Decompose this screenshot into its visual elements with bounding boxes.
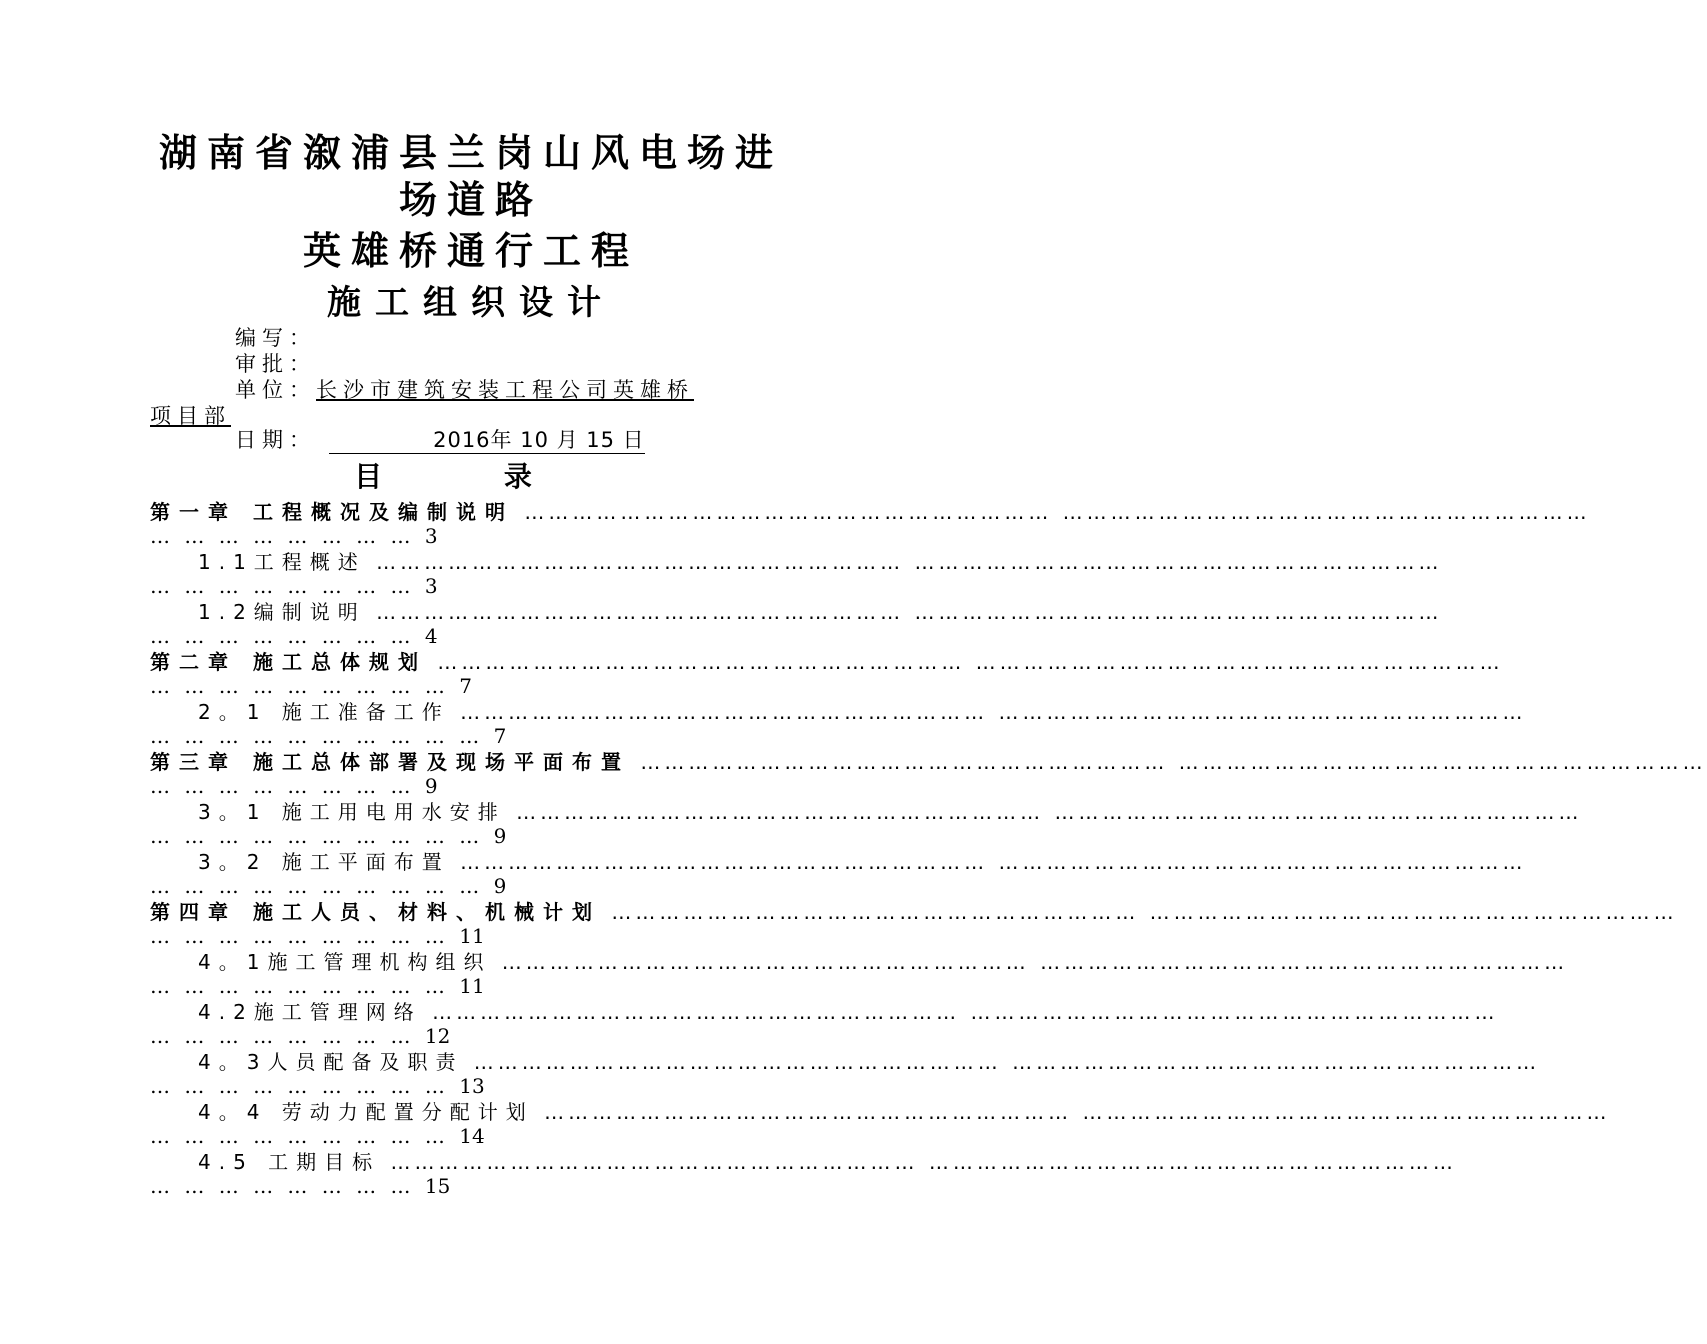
date-label: 日期： <box>235 428 316 452</box>
toc-leader-dots: ………………………………………………………… ………………………………………………………… <box>600 900 1678 924</box>
toc-entry-title: 1.1工程概述 <box>198 550 366 574</box>
toc-entry-page-line <box>150 574 792 598</box>
writer-field <box>235 325 316 351</box>
toc-leader-dots: ………………………………………………………… ………………………………………………………… <box>505 800 1583 824</box>
approver-field <box>235 351 316 377</box>
toc-entry-title: 4。4 劳动力配置分配计划 <box>198 1100 534 1124</box>
toc-heading <box>150 455 792 495</box>
toc-page-number: 7 <box>459 674 472 698</box>
toc-entry-title-line <box>150 550 1443 574</box>
toc-page-number: 4 <box>424 624 438 648</box>
toc-entry-title-line <box>150 900 1678 924</box>
toc-entry-page-line <box>150 524 792 548</box>
toc-entry-title: 第二章 施工总体规划 <box>150 650 427 674</box>
toc-entry-title: 3。1 施工用电用水安排 <box>198 800 506 824</box>
toc-entry[interactable] <box>150 650 1504 700</box>
toc-entry-page-line <box>150 1024 792 1048</box>
toc-leader-dots: … … … … … … … … <box>150 574 425 598</box>
table-of-contents <box>150 500 1707 1200</box>
toc-entry-page-line <box>150 624 792 648</box>
toc-entry-page-line <box>150 874 792 898</box>
unit-field <box>235 377 803 403</box>
toc-entry-title-line <box>150 1150 1457 1174</box>
toc-page-number: 3 <box>424 524 438 548</box>
toc-entry-title-line <box>150 950 1569 974</box>
toc-leader-dots: … … … … … … … … … … <box>150 824 494 848</box>
toc-entry-title: 4。1施工管理机构组织 <box>198 950 492 974</box>
toc-entry-page-line <box>150 674 792 698</box>
toc-heading-text: 目 录 <box>354 460 588 493</box>
date-value: 2016年 10 月 15 日 <box>329 427 645 454</box>
toc-entry-title: 1.2编制说明 <box>198 600 366 624</box>
date-field <box>235 427 645 454</box>
toc-entry[interactable] <box>150 750 1707 800</box>
document-title-line-1: 湖南省溆浦县兰岗山风电场进 <box>158 131 783 175</box>
toc-page-number: 7 <box>493 724 507 748</box>
unit-label: 单位： <box>235 378 316 402</box>
toc-entry[interactable] <box>150 850 1527 900</box>
toc-leader-dots: ………………………………………………………… ………………………………………………………… <box>463 1050 1541 1074</box>
toc-leader-dots: … … … … … … … … … <box>150 974 460 998</box>
toc-leader-dots: … … … … … … … … <box>150 1174 425 1198</box>
toc-leader-dots: ………………………………………………………… ………………………………………………………… <box>380 1150 1457 1174</box>
toc-entry-title: 第四章 施工人员、材料、机械计划 <box>150 900 601 924</box>
toc-entry-title: 3。2 施工平面布置 <box>198 850 450 874</box>
document-title-line-3: 英雄桥通行工程 <box>302 229 639 273</box>
toc-entry[interactable] <box>150 600 1443 650</box>
toc-page-number: 3 <box>424 574 438 598</box>
toc-entry-page-line <box>150 824 792 848</box>
toc-leader-dots: ………………………………………………………… ………………………………………………………… <box>426 650 1504 674</box>
toc-entry-page-line <box>150 974 792 998</box>
toc-page-number: 12 <box>424 1024 451 1048</box>
toc-entry[interactable] <box>150 1050 1541 1100</box>
approver-label: 审批： <box>235 352 316 376</box>
toc-leader-dots: … … … … … … … … … <box>150 674 460 698</box>
toc-entry-page-line <box>150 724 792 748</box>
toc-entry-title-line <box>150 650 1504 674</box>
toc-entry-title-line <box>150 1000 1499 1024</box>
toc-page-number: 9 <box>493 824 507 848</box>
toc-leader-dots: … … … … … … … … … <box>150 1074 460 1098</box>
toc-entry-title-line <box>150 1050 1541 1074</box>
toc-entry[interactable] <box>150 900 1678 950</box>
toc-page-number: 9 <box>493 874 507 898</box>
toc-entry-page-line <box>150 1124 792 1148</box>
toc-leader-dots: ………………………………………………………… ………………………………………………………… <box>449 700 1527 724</box>
toc-leader-dots: … … … … … … … … … … <box>150 724 494 748</box>
toc-entry-page-line <box>150 1074 792 1098</box>
toc-leader-dots: … … … … … … … … … <box>150 1124 460 1148</box>
toc-page-number: 15 <box>424 1174 451 1198</box>
toc-entry[interactable] <box>150 950 1569 1000</box>
toc-leader-dots: ………………………………………………………… ………………………………………………………… <box>449 850 1527 874</box>
toc-leader-dots: ………………………………………………………… ………………………………………………………… <box>421 1000 1499 1024</box>
writer-label: 编写： <box>235 326 316 350</box>
toc-entry-title-line <box>150 600 1443 624</box>
toc-entry-title-line <box>150 850 1527 874</box>
toc-entry-title-line <box>150 1100 1611 1124</box>
toc-entry-title-line <box>150 750 1707 774</box>
toc-leader-dots: … … … … … … … … … … <box>150 874 494 898</box>
toc-entry-title: 第一章 工程概况及编制说明 <box>150 500 514 524</box>
toc-leader-dots: … … … … … … … … <box>150 624 425 648</box>
toc-entry-title: 4。3人员配备及职责 <box>198 1050 464 1074</box>
toc-entry[interactable] <box>150 800 1583 850</box>
toc-leader-dots: ………………………………………………………… ………………………………………………………… <box>629 750 1707 774</box>
toc-leader-dots: ………………………………………………………… ………………………………………………………… <box>533 1100 1611 1124</box>
unit-value-continuation: 项目部 <box>150 404 231 428</box>
toc-entry-page-line <box>150 924 792 948</box>
toc-entry-title: 4.5 工期目标 <box>198 1150 381 1174</box>
toc-entry[interactable] <box>150 1150 1457 1200</box>
toc-leader-dots: … … … … … … … … <box>150 524 425 548</box>
document-title-line-4: 施工组织设计 <box>327 283 615 323</box>
toc-leader-dots: ………………………………………………………… ………………………………………………………… <box>513 500 1591 524</box>
toc-entry-title: 2。1 施工准备工作 <box>198 700 450 724</box>
toc-leader-dots: ………………………………………………………… ………………………………………………………… <box>365 600 1443 624</box>
toc-entry[interactable] <box>150 500 1591 550</box>
toc-entry-page-line <box>150 774 792 798</box>
toc-page-number: 14 <box>459 1124 485 1148</box>
toc-page-number: 11 <box>459 924 485 948</box>
toc-entry[interactable] <box>150 550 1443 600</box>
toc-entry-title-line <box>150 700 1527 724</box>
toc-entry[interactable] <box>150 1000 1499 1050</box>
unit-value: 长沙市建筑安装工程公司英雄桥 <box>316 378 694 402</box>
toc-leader-dots: … … … … … … … … <box>150 774 425 798</box>
toc-entry-page-line <box>150 1174 792 1198</box>
toc-entry[interactable] <box>150 700 1527 750</box>
toc-leader-dots: ………………………………………………………… ………………………………………………………… <box>365 550 1443 574</box>
toc-entry-title: 第三章 施工总体部署及现场平面布置 <box>150 750 630 774</box>
toc-entry-title-line <box>150 800 1583 824</box>
toc-leader-dots: … … … … … … … … … <box>150 924 460 948</box>
toc-entry-title-line <box>150 500 1591 524</box>
toc-entry-title: 4.2施工管理网络 <box>198 1000 422 1024</box>
toc-page-number: 13 <box>459 1074 485 1098</box>
document-title-line-2: 场道路 <box>398 178 543 222</box>
toc-entry[interactable] <box>150 1100 1611 1150</box>
toc-page-number: 9 <box>424 774 438 798</box>
toc-leader-dots: ………………………………………………………… ………………………………………………………… <box>491 950 1569 974</box>
toc-leader-dots: … … … … … … … … <box>150 1024 425 1048</box>
toc-page-number: 11 <box>459 974 485 998</box>
